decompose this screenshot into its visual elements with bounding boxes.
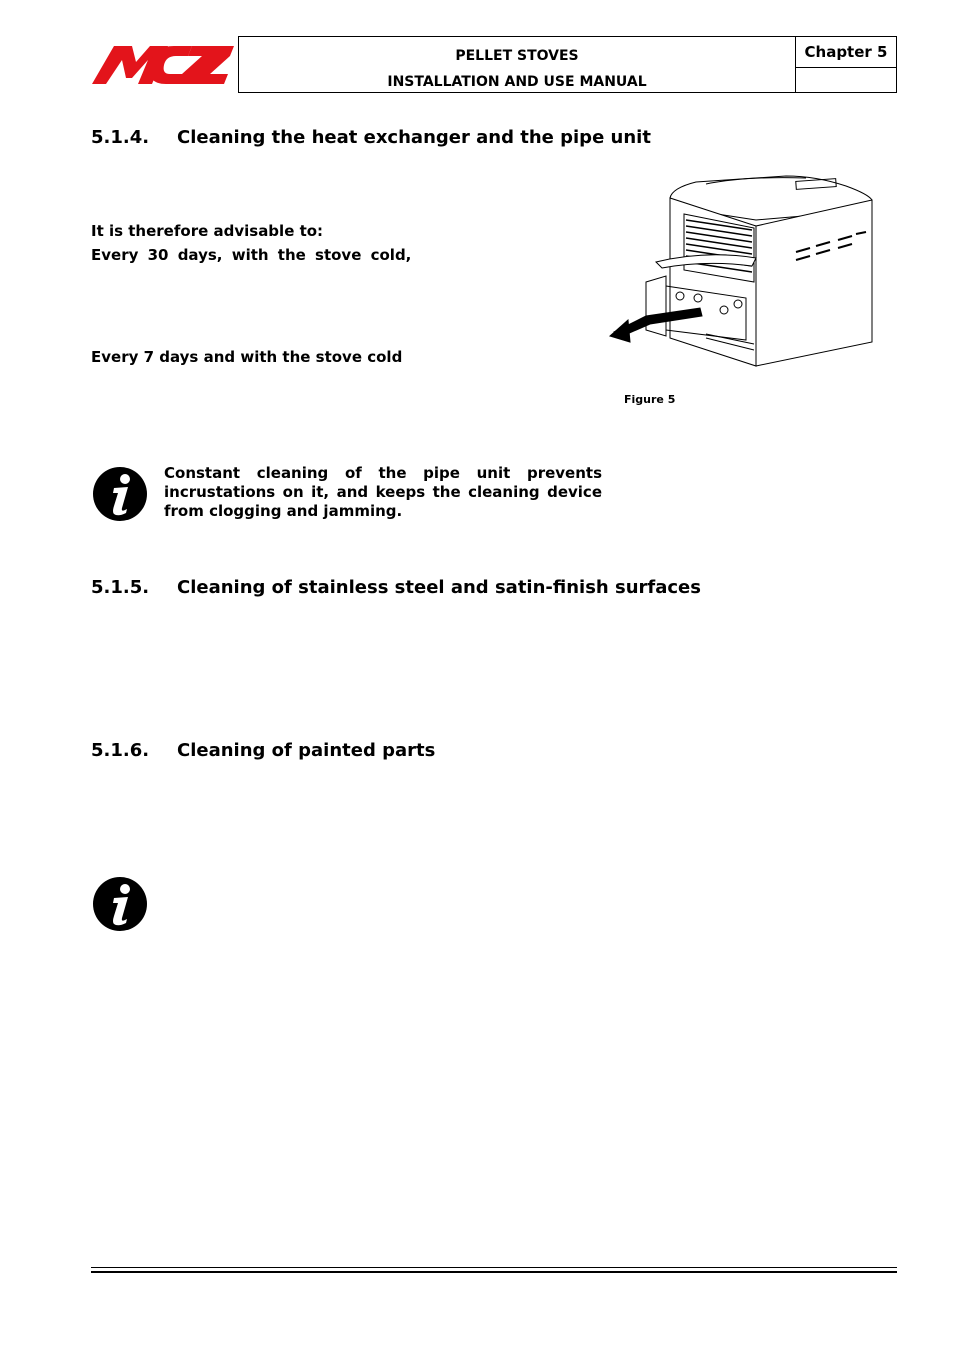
section-number: 5.1.4.: [91, 127, 150, 148]
section-heading-515: [91, 577, 701, 598]
info-note: Constant cleaning of the pipe unit prevents incrustations on it, and keeps the cleaning device from clogging and jamming.: [164, 464, 602, 520]
stove-illustration: [606, 170, 878, 370]
section-heading-514: [91, 127, 651, 148]
header-title: PELLET STOVES: [455, 48, 579, 64]
header-subtitle: INSTALLATION AND USE MANUAL: [387, 74, 647, 90]
section-title: Cleaning the heat exchanger and the pipe unit: [177, 127, 651, 148]
header-table: [238, 36, 897, 93]
section-number: 5.1.5.: [91, 577, 150, 598]
figure-caption: Figure 5: [624, 393, 676, 406]
footer-divider: [91, 1267, 897, 1268]
section-title: Cleaning of stainless steel and satin-finish surfaces: [177, 577, 701, 598]
every-7-days: Every 7 days and with the stove cold: [91, 348, 403, 366]
mcz-logo: [92, 42, 234, 86]
info-icon: [92, 466, 148, 522]
header-title-cell: [239, 37, 796, 92]
chapter-label: Chapter 5: [796, 37, 896, 68]
section-heading-516: [91, 740, 435, 761]
footer-divider: [91, 1271, 897, 1273]
section-number: 5.1.6.: [91, 740, 150, 761]
info-icon: [92, 876, 148, 932]
advice-intro: It is therefore advisable to:: [91, 222, 324, 240]
section-title: Cleaning of painted parts: [177, 740, 436, 761]
every-30-days: Every 30 days, with the stove cold,: [91, 246, 412, 264]
